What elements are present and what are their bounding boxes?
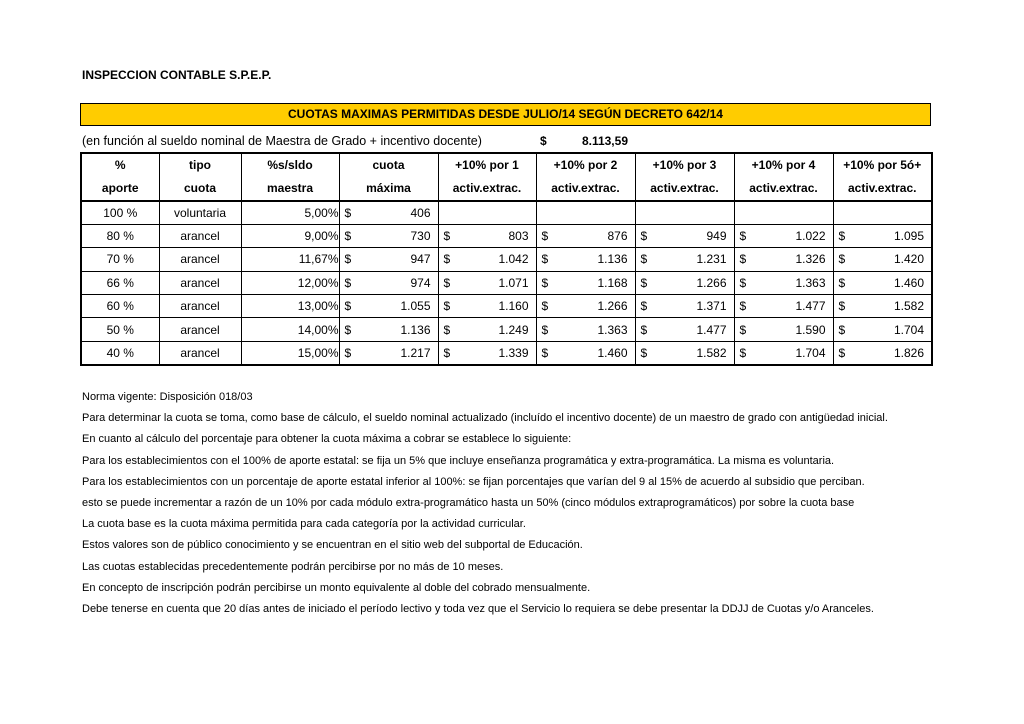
table-row [81, 341, 932, 364]
cell-cuota-mas-10-por-2 [536, 248, 635, 271]
cell-cuota-mas-10-por-3 [635, 341, 734, 364]
column-header-aporte [81, 153, 159, 201]
currency-symbol: $ [541, 252, 549, 267]
currency-symbol: $ [838, 275, 846, 290]
note-line: Las cuotas establecidas precedentemente podrán percibirse por no más de 10 meses. [82, 560, 504, 573]
money-value [735, 346, 833, 360]
column-header-line: +10% por 2 [553, 158, 618, 172]
cell-cuota-maxima [339, 248, 438, 271]
table-header [81, 153, 932, 201]
cell-cuota-mas-10-por-4 [734, 318, 833, 341]
cell-cuota-mas-10-por-3 [635, 295, 734, 318]
currency-symbol: $ [640, 229, 648, 244]
money-value [439, 323, 536, 337]
money-value [537, 252, 635, 266]
cell-porcentaje-sueldo: 9,00% [241, 224, 339, 247]
currency-symbol: $ [344, 252, 352, 267]
cell-porcentaje-sueldo: 5,00% [241, 201, 339, 224]
currency-symbol: $ [443, 275, 451, 290]
base-salary-currency: $ [540, 134, 547, 148]
money-value [636, 299, 734, 313]
base-salary-amount: 8.113,59 [581, 134, 628, 148]
amount-value: 803 [508, 229, 529, 244]
currency-symbol: $ [640, 322, 648, 337]
currency-symbol: $ [640, 345, 648, 360]
cell-aporte: 100 % [81, 201, 159, 224]
column-header-line: % [114, 158, 126, 172]
column-header-tipo [159, 153, 241, 201]
column-header-cuota-mas-10-por-1 [438, 153, 536, 201]
column-header-cuota-mas-10-por-3 [635, 153, 734, 201]
amount-value: 1.217 [400, 345, 431, 360]
note-line: La cuota base es la cuota máxima permitida para cada categoría por la actividad curricular. [82, 518, 526, 531]
money-value [735, 276, 833, 290]
cell-cuota-maxima [339, 295, 438, 318]
currency-symbol: $ [443, 299, 451, 314]
column-header-line: máxima [366, 181, 411, 195]
money-value [537, 323, 635, 337]
cell-aporte: 60 % [81, 295, 159, 318]
money-value [340, 323, 438, 337]
currency-symbol: $ [640, 275, 648, 290]
amount-value: 1.704 [893, 322, 924, 337]
cell-cuota-mas-10-por-2 [536, 201, 635, 224]
amount-value: 1.460 [893, 275, 924, 290]
currency-symbol: $ [344, 322, 352, 337]
currency-symbol: $ [739, 299, 747, 314]
currency-symbol: $ [541, 275, 549, 290]
cell-porcentaje-sueldo: 13,00% [241, 295, 339, 318]
money-value [340, 252, 438, 266]
cell-cuota-mas-10-por-5-o-mas [833, 341, 932, 364]
note-line: En concepto de inscripción podrán percibirse un monto equivalente al doble del cobrado mensualmente. [82, 581, 591, 594]
money-value [439, 229, 536, 243]
cell-tipo: arancel [159, 295, 241, 318]
money-value [340, 206, 438, 220]
cell-cuota-mas-10-por-1 [438, 248, 536, 271]
cell-cuota-mas-10-por-4 [734, 224, 833, 247]
money-value [340, 346, 438, 360]
amount-value: 1.704 [795, 345, 826, 360]
note-line: En cuanto al cálculo del porcentaje para obtener la cuota máxima a cobrar se establece lo siguiente: [82, 433, 572, 446]
amount-value: 730 [410, 229, 431, 244]
amount-value: 1.022 [795, 229, 826, 244]
column-header-line: activ.extrac. [551, 181, 620, 195]
currency-symbol: $ [344, 275, 352, 290]
money-value [834, 229, 932, 243]
cell-cuota-mas-10-por-5-o-mas [833, 318, 932, 341]
banner [80, 103, 931, 126]
money-value [439, 346, 536, 360]
currency-symbol: $ [541, 229, 549, 244]
document-title: INSPECCION CONTABLE S.P.E.P. [82, 68, 272, 82]
currency-symbol: $ [739, 229, 747, 244]
base-salary-label: (en función al sueldo nominal de Maestra de Grado + incentivo docente) [82, 134, 482, 148]
cell-tipo: arancel [159, 271, 241, 294]
cell-cuota-mas-10-por-1 [438, 318, 536, 341]
cell-cuota-maxima [339, 201, 438, 224]
currency-symbol: $ [739, 252, 747, 267]
column-header-line: +10% por 1 [455, 158, 519, 172]
cell-tipo: arancel [159, 341, 241, 364]
cell-cuota-mas-10-por-4 [734, 295, 833, 318]
currency-symbol: $ [640, 252, 648, 267]
currency-symbol: $ [344, 299, 352, 314]
column-header-line: activ.extrac. [452, 181, 522, 195]
amount-value: 1.363 [795, 275, 826, 290]
amount-value: 1.071 [498, 275, 529, 290]
table-body [81, 201, 932, 365]
cell-cuota-mas-10-por-5-o-mas [833, 271, 932, 294]
amount-value: 1.136 [597, 252, 628, 267]
table-row [81, 201, 932, 224]
column-header-line: activ.extrac. [848, 181, 917, 195]
money-value [834, 323, 932, 337]
cell-porcentaje-sueldo: 12,00% [241, 271, 339, 294]
column-header-line: +10% por 4 [751, 158, 816, 172]
column-header-line: +10% por 3 [652, 158, 717, 172]
note-line: Para los establecimientos con un porcentaje de aporte estatal inferior al 100%: se fijan porcentajes que varían del 9 al 15% de acuerdo al subsidio que perciban. [82, 475, 865, 488]
amount-value: 1.363 [597, 322, 628, 337]
amount-value: 1.249 [498, 322, 529, 337]
note-line: Para determinar la cuota se toma, como base de cálculo, el sueldo nominal actualizado (incluído el incentivo docente) de un maestro de grado con antigüedad inicial. [82, 412, 888, 425]
cell-cuota-mas-10-por-2 [536, 271, 635, 294]
cuotas-table [80, 152, 933, 366]
column-header-cuota-mas-10-por-5-o-mas [833, 153, 932, 201]
amount-value: 1.055 [400, 299, 431, 314]
cell-cuota-mas-10-por-4 [734, 248, 833, 271]
amount-value: 1.826 [893, 345, 924, 360]
money-value [340, 276, 438, 290]
cell-cuota-mas-10-por-5-o-mas [833, 224, 932, 247]
amount-value: 876 [607, 229, 628, 244]
cell-cuota-mas-10-por-1 [438, 201, 536, 224]
money-value [439, 252, 536, 266]
column-header-line: activ.extrac. [650, 181, 719, 195]
currency-symbol: $ [838, 252, 846, 267]
currency-symbol: $ [443, 345, 451, 360]
currency-symbol: $ [739, 345, 747, 360]
currency-symbol: $ [344, 229, 352, 244]
currency-symbol: $ [443, 252, 451, 267]
money-value [636, 252, 734, 266]
money-value [636, 276, 734, 290]
cell-cuota-mas-10-por-1 [438, 224, 536, 247]
amount-value: 1.590 [795, 322, 826, 337]
table-row [81, 248, 932, 271]
money-value [834, 299, 932, 313]
table-row [81, 318, 932, 341]
currency-symbol: $ [541, 299, 549, 314]
money-value [636, 346, 734, 360]
banner-text: CUOTAS MAXIMAS PERMITIDAS DESDE JULIO/14 SEGÚN DECRETO 642/14 [288, 107, 723, 121]
amount-value: 1.477 [696, 322, 727, 337]
cell-cuota-mas-10-por-5-o-mas [833, 201, 932, 224]
cell-cuota-mas-10-por-2 [536, 224, 635, 247]
note-line: esto se puede incrementar a razón de un 10% por cada módulo extra-programático hasta un 50% (cinco módulos extraprogramáticos) por sobre la cuota base [82, 497, 855, 510]
cell-cuota-mas-10-por-4 [734, 271, 833, 294]
cell-cuota-mas-10-por-3 [635, 318, 734, 341]
money-value [340, 299, 438, 313]
amount-value: 1.339 [498, 345, 529, 360]
currency-symbol: $ [541, 322, 549, 337]
cell-aporte: 80 % [81, 224, 159, 247]
cell-aporte: 40 % [81, 341, 159, 364]
currency-symbol: $ [443, 322, 451, 337]
column-header-line: tipo [189, 158, 211, 172]
cell-cuota-mas-10-por-2 [536, 295, 635, 318]
currency-symbol: $ [541, 345, 549, 360]
currency-symbol: $ [739, 275, 747, 290]
cell-cuota-mas-10-por-2 [536, 318, 635, 341]
cell-tipo: arancel [159, 224, 241, 247]
amount-value: 406 [410, 205, 431, 220]
amount-value: 974 [410, 275, 431, 290]
amount-value: 1.582 [893, 299, 924, 314]
cell-cuota-mas-10-por-3 [635, 224, 734, 247]
money-value [537, 229, 635, 243]
amount-value: 949 [706, 229, 727, 244]
amount-value: 1.266 [597, 299, 628, 314]
cell-cuota-mas-10-por-1 [438, 295, 536, 318]
cell-porcentaje-sueldo: 15,00% [241, 341, 339, 364]
currency-symbol: $ [344, 345, 352, 360]
amount-value: 1.042 [498, 252, 529, 267]
note-line: Para los establecimientos con el 100% de aporte estatal: se fija un 5% que incluye enseñanza programática y extra-programática. La misma es voluntaria. [82, 454, 835, 467]
currency-symbol: $ [739, 322, 747, 337]
money-value [439, 276, 536, 290]
column-header-line: maestra [266, 181, 314, 195]
amount-value: 1.231 [696, 252, 727, 267]
note-line: Estos valores son de público conocimiento y se encuentran en el sitio web del subportal de Educación. [82, 539, 583, 552]
cell-aporte: 66 % [81, 271, 159, 294]
currency-symbol: $ [838, 229, 846, 244]
money-value [834, 346, 932, 360]
cell-porcentaje-sueldo: 11,67% [241, 248, 339, 271]
money-value [340, 229, 438, 243]
currency-symbol: $ [838, 322, 846, 337]
money-value [537, 299, 635, 313]
header-row [81, 153, 932, 201]
cell-cuota-mas-10-por-4 [734, 341, 833, 364]
money-value [735, 229, 833, 243]
column-header-line: cuota [183, 181, 216, 195]
table-row [81, 271, 932, 294]
cell-tipo: arancel [159, 248, 241, 271]
column-header-line: aporte [101, 181, 139, 195]
column-header-line: +10% por 5ó+ [843, 158, 922, 172]
money-value [735, 323, 833, 337]
note-line: Debe tenerse en cuenta que 20 días antes de iniciado el período lectivo y toda vez que el Servicio lo requiera se debe presentar la DDJJ de Cuotas y/o Aranceles. [82, 603, 874, 616]
table-row [81, 295, 932, 318]
amount-value: 1.460 [597, 345, 628, 360]
money-value [439, 299, 536, 313]
cell-cuota-maxima [339, 341, 438, 364]
cell-porcentaje-sueldo: 14,00% [241, 318, 339, 341]
currency-symbol: $ [344, 205, 352, 220]
currency-symbol: $ [838, 299, 846, 314]
column-header-line: cuota [372, 158, 405, 172]
amount-value: 1.420 [893, 252, 924, 267]
cell-tipo: arancel [159, 318, 241, 341]
cell-cuota-mas-10-por-1 [438, 341, 536, 364]
amount-value: 1.136 [400, 322, 431, 337]
amount-value: 1.095 [893, 229, 924, 244]
money-value [834, 252, 932, 266]
cell-cuota-mas-10-por-4 [734, 201, 833, 224]
cell-cuota-maxima [339, 318, 438, 341]
amount-value: 1.160 [498, 299, 529, 314]
amount-value: 1.477 [795, 299, 826, 314]
column-header-cuota-mas-10-por-4 [734, 153, 833, 201]
cell-cuota-mas-10-por-2 [536, 341, 635, 364]
money-value [636, 323, 734, 337]
cell-cuota-maxima [339, 271, 438, 294]
column-header-cuota-maxima [339, 153, 438, 201]
money-value [735, 252, 833, 266]
amount-value: 947 [410, 252, 431, 267]
cell-cuota-mas-10-por-5-o-mas [833, 248, 932, 271]
money-value [735, 299, 833, 313]
cell-cuota-mas-10-por-1 [438, 271, 536, 294]
currency-symbol: $ [838, 345, 846, 360]
money-value [537, 276, 635, 290]
column-header-porcentaje-sueldo [241, 153, 339, 201]
money-value [834, 276, 932, 290]
cell-cuota-mas-10-por-3 [635, 201, 734, 224]
notes [82, 387, 888, 620]
table-row [81, 224, 932, 247]
cell-aporte: 50 % [81, 318, 159, 341]
cell-cuota-maxima [339, 224, 438, 247]
amount-value: 1.266 [696, 275, 727, 290]
cell-tipo: voluntaria [159, 201, 241, 224]
cell-aporte: 70 % [81, 248, 159, 271]
cell-cuota-mas-10-por-3 [635, 271, 734, 294]
money-value [636, 229, 734, 243]
currency-symbol: $ [443, 229, 451, 244]
money-value [537, 346, 635, 360]
column-header-line: %s/sldo [267, 158, 313, 172]
amount-value: 1.371 [696, 299, 727, 314]
note-norma-vigente: Norma vigente: Disposición 018/03 [82, 391, 253, 403]
amount-value: 1.582 [696, 345, 727, 360]
column-header-line: activ.extrac. [749, 181, 818, 195]
cell-cuota-mas-10-por-3 [635, 248, 734, 271]
cell-cuota-mas-10-por-5-o-mas [833, 295, 932, 318]
amount-value: 1.326 [795, 252, 826, 267]
column-header-cuota-mas-10-por-2 [536, 153, 635, 201]
currency-symbol: $ [640, 299, 648, 314]
amount-value: 1.168 [597, 275, 628, 290]
